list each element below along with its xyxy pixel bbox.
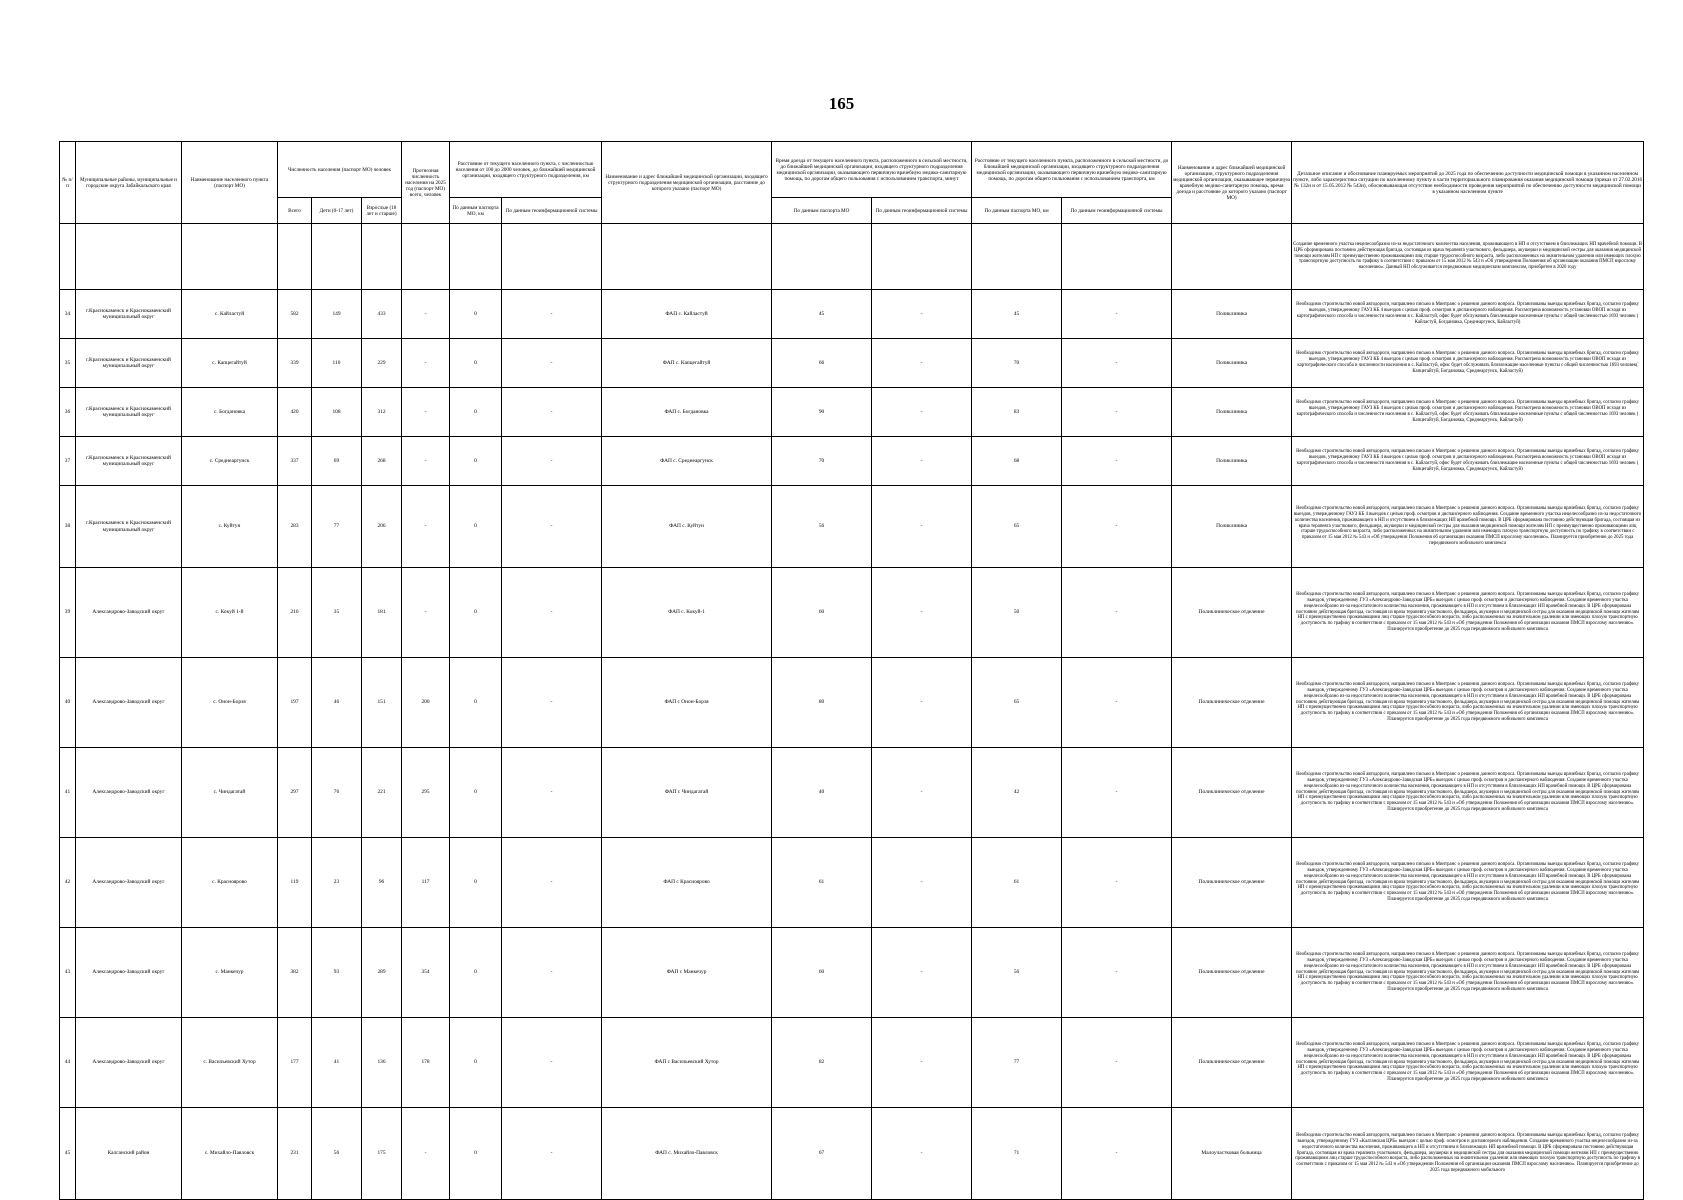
cell-children: 108 — [312, 388, 362, 437]
header-plan: Детальное описание и обоснование планируемых мероприятий до 2025 года по обеспечению доступности медицинской помощи в указанном населенном пункте, либо характеристика ситуации по населенному пункту в части территориального планирования оказания медицинской помощи (приказ от 27.02.2016 № 132н и от 15.05.2012 № 543н), обосновывающая отсутствие необходимости проведения мероприятий по обеспечению доступности медицинской помощи в указанном населенном пункте — [1292, 142, 1644, 224]
cell-dist-mo: 0 — [450, 339, 502, 388]
cell-adults: 289 — [362, 928, 402, 1018]
cell-plan: Необходимо строительство новой автодороги, направлено письмо в Минтранс о решении данного вопроса. Организованы выезды врачебных бригад, согласно графику выездов, утвержденному ГУЗ «Александрово-Заводская ЦРБ» выездов с целью проф. осмотров и диспансерного наблюдения. Создание временного участка нецелесообразно из-за недостаточного количества населения, проживающего в НП и отсутствием в близлежащих НП врачебной помощи. В ЦРБ сформирована постоянно действующая бригада, состоящая из врача терапевта участкового, фельдшера, акушерки и медицинской сестры для оказания медицинской помощи жителям НП с преимущественно проживающими лиц старше трудоспособного возраста, либо расположенных на значительном удалении или имеющих плохую транспортную доступность по графику в соответствии с приказом от 15 мая 2012 № 543 н «Об утверждении Положения об организации оказания ПМСП взрослому населению». Планируется приобретение до 2025 года передвижного мобильного комплекса — [1292, 1018, 1644, 1108]
cell-time-mo — [772, 224, 872, 290]
header-travel-time: Время доезда от текущего населенного пункта, расположенного в сельской местности, до ближайшей медицинской организации, входящего структурного подразделения медицинской организации, оказывающего первичную врачебную медико-санитарную помощь, по дорогам общего пользования с использованием транспорта, минут — [772, 142, 972, 198]
header-distance-primary: Расстояние от текущего населенного пункта, расположенного в сельской местности, до ближайшей медицинской организации, входящего структурного подразделения медицинской организации, оказывающего первичную врачебную медико-санитарную помощь, по дорогам общего пользования с использованием транспорта, км — [972, 142, 1172, 198]
cell-district: г.Краснокаменск и Краснокаменский муниципальный округ — [76, 339, 182, 388]
cell-dist-geo: - — [502, 928, 602, 1018]
cell-primary: Поликлиническое отделение — [1172, 658, 1292, 748]
cell-settlement: с. Васильевский Хутор — [182, 1018, 278, 1108]
cell-children: 46 — [312, 658, 362, 748]
header-distance-med: Расстояние от текущего населенного пункта, с численностью населения от 100 до 2000 человек, до ближайшей медицинской организации, входящего структурного подразделения, км — [450, 142, 602, 198]
cell-forecast: - — [402, 388, 450, 437]
cell-district: Александрово-Заводский округ — [76, 568, 182, 658]
header-nearest-name: Наименование и адрес ближайшей медицинской организации, входящего структурного подразделения медицинской организации, расстояние до которого указано (паспорт МО) — [602, 142, 772, 224]
cell-nearest: ФАП с. Капцегайтуй — [602, 339, 772, 388]
cell-adults: 433 — [362, 290, 402, 339]
cell-district: Калганский район — [76, 1108, 182, 1200]
cell-plan: Необходимо строительство новой автодороги, направлено письмо в Минтранс о решении данного вопроса. Организованы выезды врачебных бригад, согласно графику выездов, утвержденному ГУЗ «Александрово-Заводская ЦРБ» выездов с целью проф. осмотров и диспансерного наблюдения. Создание временного участка нецелесообразно из-за недостаточного количества населения, проживающего в НП и отсутствием в близлежащих НП врачебной помощи. В ЦРБ сформирована постоянно действующая бригада, состоящая из врача терапевта участкового, фельдшера, акушерки и медицинской сестры для оказания медицинской помощи жителям НП с преимущественно проживающими лиц старше трудоспособного возраста, либо расположенных на значительном удалении или имеющих плохую транспортную доступность по графику в соответствии с приказом от 15 мая 2012 № 543 н «Об утверждении Положения об организации оказания ПМСП взрослому населению». Планируется приобретение до 2025 года передвижного мобильного комплекса — [1292, 838, 1644, 928]
cell-adults: 175 — [362, 1108, 402, 1200]
cell-dist-geo: - — [502, 486, 602, 568]
table-row — [60, 339, 1644, 388]
cell-dp-mo: 77 — [972, 1018, 1062, 1108]
cell-dp-mo: 61 — [972, 838, 1062, 928]
cell-plan: Необходимо строительство новой автодороги, направлено письмо в Минтранс о решении данного вопроса. Организованы выезды врачебных бригад, согласно графику выездов, утвержденному ГУЗ «Александрово-Заводская ЦРБ» выездов с целью проф. осмотров и диспансерного наблюдения. Создание временного участка нецелесообразно из-за недостаточного количества населения, проживающего в НП и отсутствием в близлежащих НП врачебной помощи. В ЦРБ сформирована постоянно действующая бригада, состоящая из врача терапевта участкового, фельдшера, акушерки и медицинской сестры для оказания медицинской помощи жителям НП с преимущественно проживающими лиц старше трудоспособного возраста, либо расположенных на значительном удалении или имеющих плохую транспортную доступность по графику в соответствии с приказом от 15 мая 2012 № 543 н «Об утверждении Положения об организации оказания ПМСП взрослому населению». Планируется приобретение до 2025 года передвижного мобильного комплекса — [1292, 928, 1644, 1018]
cell-dp-geo: - — [1062, 838, 1172, 928]
header-dp-mo: По данным паспорта МО, км — [972, 198, 1062, 224]
header-pop-total: Всего — [278, 198, 312, 224]
cell-num: 40 — [60, 658, 76, 748]
cell-nearest: ФАП с Красноярово — [602, 838, 772, 928]
cell-total: 216 — [278, 568, 312, 658]
header-dist-geo: По данным геоинформационной системы — [502, 198, 602, 224]
cell-nearest: ФАП с. Богдановка — [602, 388, 772, 437]
table-row — [60, 928, 1644, 1018]
cell-district: Александрово-Заводский округ — [76, 838, 182, 928]
cell-district: Александрово-Заводский округ — [76, 1018, 182, 1108]
cell-district: г.Краснокаменск и Краснокаменский муниципальный округ — [76, 388, 182, 437]
cell-children: 41 — [312, 1018, 362, 1108]
cell-forecast: - — [402, 437, 450, 486]
cell-dp-mo: 56 — [972, 928, 1062, 1018]
cell-forecast: 200 — [402, 658, 450, 748]
cell-forecast: 117 — [402, 838, 450, 928]
cell-dist-mo: 0 — [450, 658, 502, 748]
header-settlement: Наименование населенного пункта (паспорт МО) — [182, 142, 278, 224]
cell-settlement: с. Богдановка — [182, 388, 278, 437]
cell-settlement: с. Манкечур — [182, 928, 278, 1018]
cell-dist-mo: 0 — [450, 568, 502, 658]
cell-time-geo: - — [872, 290, 972, 339]
cell-total: 283 — [278, 486, 312, 568]
header-dp-geo: По данным геоинформационной системы — [1062, 198, 1172, 224]
cell-dist-geo: - — [502, 339, 602, 388]
cell-dist-geo: - — [502, 290, 602, 339]
cell-forecast: - — [402, 486, 450, 568]
table-row — [60, 568, 1644, 658]
cell-settlement: с. Михайло-Павловск — [182, 1108, 278, 1200]
cell-primary: Поликлиника — [1172, 486, 1292, 568]
cell-dp-geo: - — [1062, 568, 1172, 658]
cell-plan: Необходимо строительство новой автодороги, направлено письмо в Минтранс о решении данного вопроса. Организованы выезды врачебных бригад, согласно графику выездов, утвержденному ГУЗ «Александрово-Заводская ЦРБ» выездов с целью проф. осмотров и диспансерного наблюдения. Создание временного участка нецелесообразно из-за недостаточного количества населения, проживающего в НП и отсутствием в близлежащих НП врачебной помощи. В ЦРБ сформирована постоянно действующая бригада, состоящая из врача терапевта участкового, фельдшера, акушерки и медицинской сестры для оказания медицинской помощи жителям НП с преимущественно проживающими лиц старше трудоспособного возраста, либо расположенных на значительном удалении или имеющих плохую транспортную доступность по графику в соответствии с приказом от 15 мая 2012 № 543 н «Об утверждении Положения об организации оказания ПМСП взрослому населению». Планируется приобретение до 2025 года передвижного мобильного комплекса — [1292, 658, 1644, 748]
cell-primary: Поликлиническое отделение — [1172, 748, 1292, 838]
cell-adults: 151 — [362, 658, 402, 748]
cell-time-geo: - — [872, 928, 972, 1018]
cell-time-geo: - — [872, 486, 972, 568]
cell-time-geo: - — [872, 1018, 972, 1108]
cell-forecast — [402, 224, 450, 290]
cell-time-geo: - — [872, 339, 972, 388]
cell-plan: Необходимо строительство новой автодороги, направлено письмо в Минтранс о решении данного вопроса. Организованы выезды врачебных бригад, согласно графику выездов, утвержденному ГАУЗ КБ 4 выездов с целью проф. осмотров и диспансерного наблюдения. Рассмотрена возможность установки ОВОП исходя из картографического способа и численности населения в с. Кайластуй, офис будет обслуживать близлежащие населенные пункты с общей численностью 1693 человек ( Кайластуй, Богдановка, Среднеаргунск, Кайластуй) — [1292, 290, 1644, 339]
cell-dp-mo: 70 — [972, 339, 1062, 388]
cell-dist-geo: - — [502, 838, 602, 928]
cell-primary: Поликлиника — [1172, 388, 1292, 437]
cell-total: 339 — [278, 339, 312, 388]
cell-adults: 96 — [362, 838, 402, 928]
cell-num: 34 — [60, 290, 76, 339]
header-forecast: Прогнозная численность населения на 2025 год (паспорт МО) всего, человек — [402, 142, 450, 224]
cell-time-mo: 45 — [772, 290, 872, 339]
cell-children — [312, 224, 362, 290]
cell-children: 23 — [312, 838, 362, 928]
cell-dist-mo: 0 — [450, 290, 502, 339]
cell-num: 36 — [60, 388, 76, 437]
header-row-1 — [60, 142, 1644, 198]
cell-total: 177 — [278, 1018, 312, 1108]
table-row — [60, 838, 1644, 928]
cell-dp-geo: - — [1062, 658, 1172, 748]
cell-settlement: с. Чиндагатай — [182, 748, 278, 838]
cell-time-mo: 70 — [772, 437, 872, 486]
cell-time-mo: 66 — [772, 339, 872, 388]
header-time-mo: По данным паспорта МО — [772, 198, 872, 224]
cell-primary: Поликлиническое отделение — [1172, 568, 1292, 658]
cell-dp-geo: - — [1062, 1108, 1172, 1200]
cell-dist-mo: 0 — [450, 748, 502, 838]
cell-settlement: с. Кайластуй — [182, 290, 278, 339]
header-num: № п/п — [60, 142, 76, 224]
cell-plan: Необходимо строительство новой автодороги, направлено письмо в Минтранс о решении данного вопроса. Организованы выезды врачебных бригад, согласно графику выездов, утвержденному ГАУЗ КБ 4 выездов с целью проф. осмотров и диспансерного наблюдения. Рассмотрена возможность установки ОВОП исходя из картографического способа и численности населения в с. Кайластуй, офис будет обслуживать близлежащие населенные пункты с общей численностью 1693 человек( Капцегайтуй, Богдановка, Среднеаргунск, Кайластуй) — [1292, 339, 1644, 388]
table-row — [60, 388, 1644, 437]
cell-time-mo: 40 — [772, 748, 872, 838]
cell-district: Александрово-Заводский округ — [76, 928, 182, 1018]
cell-district: г.Краснокаменск и Краснокаменский муниципальный округ — [76, 437, 182, 486]
cell-total: 582 — [278, 290, 312, 339]
cell-time-geo: - — [872, 388, 972, 437]
cell-num: 41 — [60, 748, 76, 838]
cell-dp-mo: 42 — [972, 748, 1062, 838]
cell-district: Александрово-Заводский округ — [76, 748, 182, 838]
cell-settlement: с. Красноярово — [182, 838, 278, 928]
cell-settlement — [182, 224, 278, 290]
cell-dp-geo: - — [1062, 388, 1172, 437]
cell-plan: Необходимо строительство новой автодороги, направлено письмо в Минтранс о решении данного вопроса. Организованы выезды врачебных бригад, согласно графику выездов, утвержденному ГАУЗ КБ 4 выездов с целью проф. осмотров и диспансерного наблюдения. Рассмотрена возможность установки ОВОП исходя из картографического способа и численности населения в с. Кайластуй, офис будет обслуживать близлежащие населенные пункты с общей численностью 1693 человек ( Капцегайтуй, Богдановка, Среднеаргунск, Кайластуй) — [1292, 388, 1644, 437]
cell-forecast: - — [402, 1108, 450, 1200]
cell-dp-mo — [972, 224, 1062, 290]
cell-forecast: 354 — [402, 928, 450, 1018]
cell-num: 37 — [60, 437, 76, 486]
cell-primary: Поликлиническое отделение — [1172, 1018, 1292, 1108]
cell-dp-mo: 50 — [972, 568, 1062, 658]
header-population: Численность населения (паспорт МО) человек — [278, 142, 402, 198]
cell-settlement: с. Онон-Борзя — [182, 658, 278, 748]
cell-children: 110 — [312, 339, 362, 388]
cell-district: г.Краснокаменск и Краснокаменский муниципальный округ — [76, 486, 182, 568]
table-row — [60, 486, 1644, 568]
cell-nearest: ФАП с. Куйтун — [602, 486, 772, 568]
cell-total: 297 — [278, 748, 312, 838]
cell-dp-geo: - — [1062, 1018, 1172, 1108]
cell-dist-geo: - — [502, 437, 602, 486]
cell-dp-mo: 83 — [972, 388, 1062, 437]
cell-num: 38 — [60, 486, 76, 568]
cell-primary: Малоучастковая больница — [1172, 1108, 1292, 1200]
cell-total: 119 — [278, 838, 312, 928]
table-row — [60, 437, 1644, 486]
cell-dp-geo: - — [1062, 928, 1172, 1018]
cell-time-mo: 60 — [772, 568, 872, 658]
cell-dist-mo: 0 — [450, 388, 502, 437]
cell-dist-geo — [502, 224, 602, 290]
cell-dist-mo: 0 — [450, 928, 502, 1018]
cell-forecast: - — [402, 568, 450, 658]
cell-district: г.Краснокаменск и Краснокаменский муниципальный округ — [76, 290, 182, 339]
cell-dist-geo: - — [502, 568, 602, 658]
cell-total: 197 — [278, 658, 312, 748]
header-district: Муниципальные районы, муниципальные и городские округа Забайкальского края — [76, 142, 182, 224]
cell-adults: 229 — [362, 339, 402, 388]
cell-nearest: ФАП с. Кайластуй — [602, 290, 772, 339]
cell-dp-mo: 65 — [972, 486, 1062, 568]
cell-children: 149 — [312, 290, 362, 339]
cell-settlement: с. Куйтун — [182, 486, 278, 568]
cell-district — [76, 224, 182, 290]
cell-time-geo: - — [872, 568, 972, 658]
cell-dp-geo: - — [1062, 290, 1172, 339]
cell-total: 231 — [278, 1108, 312, 1200]
cell-nearest: ФАП с Манкечур — [602, 928, 772, 1018]
cell-dist-mo: 0 — [450, 437, 502, 486]
cell-nearest — [602, 224, 772, 290]
cell-total: 382 — [278, 928, 312, 1018]
cell-dp-geo — [1062, 224, 1172, 290]
cell-adults: 206 — [362, 486, 402, 568]
cell-forecast: 178 — [402, 1018, 450, 1108]
cell-adults: 221 — [362, 748, 402, 838]
cell-plan: Необходимо строительство новой автодороги, направлено письмо в Минтранс о решении данного вопроса. Организованы выезды врачебных бригад, согласно графику выездов, утвержденному ГУЗ «Александрово-Заводская ЦРБ» выездов с целью проф. осмотров и диспансерного наблюдения. Создание временного участка нецелесообразно из-за недостаточного количества населения, проживающего в НП и отсутствием в близлежащих НП врачебной помощи. В ЦРБ сформирована постоянно действующая бригада, состоящая из врача терапевта участкового, фельдшера, акушерки и медицинской сестры для оказания медицинской помощи жителям НП с преимущественно проживающими лиц старше трудоспособного возраста, либо расположенных на значительном удалении или имеющих плохую транспортную доступность по графику в соответствии с приказом от 15 мая 2012 № 543 н «Об утверждении Положения об организации оказания ПМСП взрослому населению». Планируется приобретение до 2025 года передвижного мобильного комплекса — [1292, 568, 1644, 658]
cell-primary — [1172, 224, 1292, 290]
cell-time-mo: 80 — [772, 658, 872, 748]
cell-num: 42 — [60, 838, 76, 928]
cell-dp-geo: - — [1062, 486, 1172, 568]
cell-time-mo: 90 — [772, 388, 872, 437]
cell-num — [60, 224, 76, 290]
cell-nearest: ФАП с Онон-Борзя — [602, 658, 772, 748]
cell-time-geo: - — [872, 748, 972, 838]
cell-children: 56 — [312, 1108, 362, 1200]
cell-dist-mo: 0 — [450, 1108, 502, 1200]
table-row — [60, 1108, 1644, 1200]
cell-primary: Поликлиническое отделение — [1172, 838, 1292, 928]
cell-time-geo: - — [872, 437, 972, 486]
page-number: 165 — [828, 94, 855, 113]
cell-adults: 181 — [362, 568, 402, 658]
table-row — [60, 658, 1644, 748]
cell-district: Александрово-Заводский округ — [76, 658, 182, 748]
cell-num: 39 — [60, 568, 76, 658]
cell-adults: 312 — [362, 388, 402, 437]
cell-dist-mo: 0 — [450, 486, 502, 568]
cell-primary: Поликлиника — [1172, 339, 1292, 388]
cell-dist-mo: 0 — [450, 1018, 502, 1108]
cell-primary: Поликлиника — [1172, 437, 1292, 486]
cell-dist-geo: - — [502, 658, 602, 748]
cell-num: 43 — [60, 928, 76, 1018]
cell-num: 35 — [60, 339, 76, 388]
cell-children: 69 — [312, 437, 362, 486]
cell-dp-mo: 71 — [972, 1108, 1062, 1200]
cell-plan: Необходимо строительство новой автодороги, направлено письмо в Минтранс о решении данного вопроса. Организованы выезды врачебных бригад, согласно графику выездов, утвержденному ГАУЗ КБ 4 выездов с целью проф. осмотров и диспансерного наблюдения. Создание временного участка нецелесообразно из-за недостаточного количества населения, проживающего в НП и отсутствием в близлежащих НП врачебной помощи. В ЦРБ сформирована постоянно действующая бригада, состоящая из врача терапевта участкового, фельдшера, акушерки и медицинской сестры для оказания медицинской помощи жителям НП с преимущественно проживающими лиц старше трудоспособного возраста, либо расположенных на значительном удалении или имеющих плохую транспортную доступность по графику в соответствии с приказом от 15 мая 2012 № 543 н «Об утверждении Положения об организации оказания ПМСП взрослому населению». Планируется приобретение до 2025 года передвижного мобильного комплекса — [1292, 486, 1644, 568]
cell-total: 420 — [278, 388, 312, 437]
cell-plan: Необходимо строительство новой автодороги, направлено письмо в Минтранс о решении данного вопроса. Организованы выезды врачебных бригад, согласно графику выездов, утвержденному ГАУЗ КБ 4 выездов с целью проф. осмотров и диспансерного наблюдения. Рассмотрена возможность установки ОВОП исходя из картографического способа и численности населения в с. Кайластуй, офис будет обслуживать близлежащие населенные пункты с общей численностью 1693 человек ( Капцегайтуй, Богдановка, Среднеаргунск, Кайластуй) — [1292, 437, 1644, 486]
cell-dp-geo: - — [1062, 748, 1172, 838]
cell-plan: Необходимо строительство новой автодороги, направлено письмо в Минтранс о решении данного вопроса. Организованы выезды врачебных бригад, согласно графику выездов, утвержденному ГУЗ «Александрово-Заводская ЦРБ» выездов с целью проф. осмотров и диспансерного наблюдения. Создание временного участка нецелесообразно из-за недостаточного количества населения, проживающего в НП и отсутствием в близлежащих НП врачебной помощи. В ЦРБ сформирована постоянно действующая бригада, состоящая из врача терапевта участкового, фельдшера, акушерки и медицинской сестры для оказания медицинской помощи жителям НП с преимущественно проживающими лиц старше трудоспособного возраста, либо расположенных на значительном удалении или имеющих плохую транспортную доступность по графику в соответствии с приказом от 15 мая 2012 № 543 н «Об утверждении Положения об организации оказания ПМСП взрослому населению». Планируется приобретение до 2025 года передвижного мобильного комплекса — [1292, 748, 1644, 838]
cell-nearest: ФАП с. Кокуй-1 — [602, 568, 772, 658]
cell-children: 77 — [312, 486, 362, 568]
cell-dp-mo: 45 — [972, 290, 1062, 339]
cell-forecast: - — [402, 339, 450, 388]
cell-time-mo: 82 — [772, 1018, 872, 1108]
cell-time-geo: - — [872, 658, 972, 748]
cell-time-geo: - — [872, 838, 972, 928]
cell-nearest: ФАП с. Среднеаргунск — [602, 437, 772, 486]
cell-children: 76 — [312, 748, 362, 838]
cell-settlement: с. Среднеаргунск — [182, 437, 278, 486]
cell-num: 44 — [60, 1018, 76, 1108]
header-dist-mo: По данным паспорта МО, км — [450, 198, 502, 224]
table-row — [60, 1018, 1644, 1108]
cell-num: 45 — [60, 1108, 76, 1200]
cell-dist-geo: - — [502, 1018, 602, 1108]
header-nearest-primary: Наименование и адрес ближайшей медицинской организации, структурного подразделения медицинской организации, оказывающее первичную врачебную медико-санитарную помощь, время доезда и расстояние до которого указано (паспорт МО) — [1172, 142, 1292, 224]
cell-nearest: ФАП с. Михайло-Павловск — [602, 1108, 772, 1200]
header-pop-children: Дети (0-17 лет) — [312, 198, 362, 224]
cell-time-mo: 67 — [772, 1108, 872, 1200]
cell-adults: 268 — [362, 437, 402, 486]
table-row — [60, 290, 1644, 339]
cell-adults: 136 — [362, 1018, 402, 1108]
cell-nearest: ФАП с Чиндагатай — [602, 748, 772, 838]
header-time-geo: По данным геоинформационной системы — [872, 198, 972, 224]
cell-dist-geo: - — [502, 388, 602, 437]
cell-settlement: с. Капцегайтуй — [182, 339, 278, 388]
cell-dist-geo: - — [502, 748, 602, 838]
cell-primary: Поликлиника — [1172, 290, 1292, 339]
cell-children: 35 — [312, 568, 362, 658]
cell-adults — [362, 224, 402, 290]
cell-time-mo: 61 — [772, 838, 872, 928]
cell-total — [278, 224, 312, 290]
table-row — [60, 748, 1644, 838]
cell-dist-geo: - — [502, 1108, 602, 1200]
cell-time-geo: - — [872, 1108, 972, 1200]
cell-primary: Поликлиническое отделение — [1172, 928, 1292, 1018]
cell-dp-mo: 65 — [972, 658, 1062, 748]
header-pop-adults: Взрослые (18 лет и старше) — [362, 198, 402, 224]
cell-nearest: ФАП с Васильевский Хутор — [602, 1018, 772, 1108]
accessibility-table — [59, 141, 1644, 1200]
cell-dist-mo — [450, 224, 502, 290]
table-row — [60, 224, 1644, 290]
cell-time-geo — [872, 224, 972, 290]
cell-plan: Необходимо строительство новой автодороги, направлено письмо в Минтранс о решении данного вопроса. Организованы выезды врачебных бригад, согласно графику выездов, утвержденному ГУЗ «Калганская ЦРБ» выездов с целью проф. осмотров и диспансерного наблюдения. Создание временного участка нецелесообразно из-за недостаточного количества населения, проживающего в НП и отсутствием в близлежащих НП врачебной помощи. В ЦРБ сформирована постоянно действующая бригада, состоящая из врача терапевта участкового, фельдшера, акушерки и медицинской сестры для оказания медицинской помощи жителям НП с преимущественно проживающими лиц старше трудоспособного возраста, либо расположенных на значительном удалении или имеющих плохую транспортную доступность по графику в соответствии с приказом от 15 мая 2012 № 543 н «Об утверждении Положения об организации оказания ПМСП взрослому населению». Планируется приобретение до 2025 года передвижного мобильного — [1292, 1108, 1644, 1200]
cell-dp-mo: 68 — [972, 437, 1062, 486]
cell-time-mo: 60 — [772, 928, 872, 1018]
cell-dp-geo: - — [1062, 339, 1172, 388]
cell-forecast: 295 — [402, 748, 450, 838]
cell-dp-geo: - — [1062, 437, 1172, 486]
cell-dist-mo: 0 — [450, 838, 502, 928]
cell-total: 337 — [278, 437, 312, 486]
cell-forecast: - — [402, 290, 450, 339]
cell-settlement: с. Кокуй 1-й — [182, 568, 278, 658]
cell-plan: Создание временного участка нецелесообразно из-за недостаточного количества населения, проживающего в НП и отсутствием в близлежащих НП врачебной помощи. В ЦРБ сформирована постоянно действующая бригада, состоящая из врача терапевта участкового, фельдшера, акушерки и медицинской сестры для оказания медицинской помощи жителям НП с преимущественно проживающими лиц старше трудоспособного возраста, либо расположенных на значительном удалении или имеющих плохую транспортную доступность по графику в соответствии с приказом от 15 мая 2012 № 543 н «Об утверждении Положения об организации оказания ПМСП взрослому населению». Данный НП обслуживается передвижным медицинским комплексом, приобретен в 2020 году — [1292, 224, 1644, 290]
cell-time-mo: 56 — [772, 486, 872, 568]
cell-children: 93 — [312, 928, 362, 1018]
